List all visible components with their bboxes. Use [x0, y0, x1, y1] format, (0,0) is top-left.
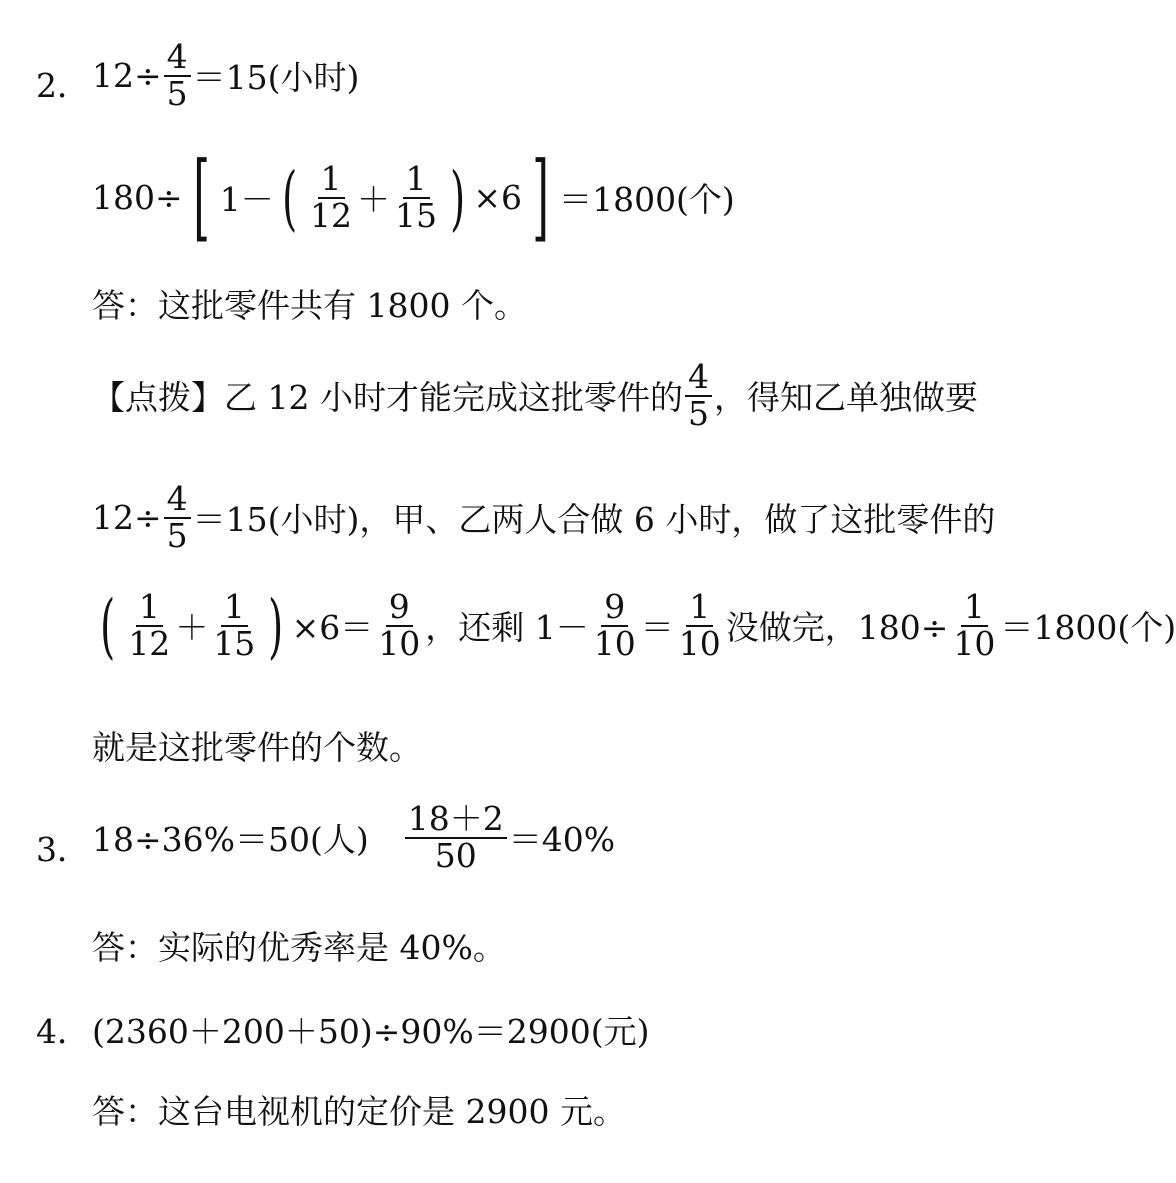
- numerator: 1: [686, 590, 713, 627]
- p3-text-a: 18÷36%＝50(人): [92, 820, 369, 860]
- fraction-1-12: [125, 587, 173, 663]
- fraction-1-12: [307, 158, 355, 235]
- p2-l1-text-b: ＝15(小时): [192, 58, 360, 98]
- plus-sign: ＋: [175, 608, 209, 648]
- p2-hint-line-4: 就是这批零件的个数。: [92, 728, 422, 767]
- p4-answer: 答：这台电视机的定价是 2900 元。: [92, 1092, 626, 1131]
- fraction-1-10: [676, 587, 724, 663]
- denominator: 5: [687, 393, 709, 433]
- left-square-bracket: [: [192, 142, 210, 252]
- p2-equation-1: [92, 37, 360, 113]
- hint2-text-b: ＝15(小时)，甲、乙两人合做 6 小时，做了这批零件的: [192, 500, 996, 540]
- p3-equation: [92, 799, 616, 875]
- p2-l2-text-d: ＝1800(个): [559, 180, 735, 219]
- fraction-4-5: [685, 357, 712, 433]
- p2-equation-2: [92, 142, 735, 252]
- hint-text-b: ，得知乙单独做要: [713, 378, 978, 418]
- denominator: 12: [310, 195, 353, 235]
- denominator: 10: [953, 623, 996, 663]
- numerator: 9: [386, 590, 413, 627]
- hint2-text-a: 12÷: [92, 498, 162, 538]
- numerator: 9: [601, 590, 628, 627]
- fraction-4-5: [164, 479, 191, 555]
- p2-hint-line-3: [92, 584, 1176, 667]
- fraction-20-50: [405, 799, 507, 875]
- p2-l1-text-a: 12÷: [92, 56, 162, 96]
- denominator: 10: [378, 623, 421, 663]
- hint3-text-d: 没做完，180÷: [725, 608, 949, 648]
- left-paren: (: [100, 584, 116, 667]
- p2-answer: 答：这批零件共有 1800 个。: [92, 286, 527, 325]
- fraction-9-10: [375, 587, 423, 663]
- hint3-text-b: ，还剩 1－: [425, 608, 589, 648]
- numerator: 1: [961, 590, 988, 627]
- p3-answer: 答：实际的优秀率是 40%。: [92, 928, 506, 967]
- numerator: 4: [164, 482, 191, 519]
- denominator: 50: [434, 835, 477, 875]
- p2-hint-line-2: [92, 479, 996, 555]
- denominator: 15: [213, 623, 256, 663]
- p3-text-b: ＝40%: [508, 820, 616, 860]
- hint3-text-c: ＝: [640, 608, 674, 648]
- denominator: 10: [678, 623, 721, 663]
- fraction-1-15: [392, 158, 440, 235]
- hint-text-a: 【点拨】乙 12 小时才能完成这批零件的: [92, 378, 683, 418]
- right-square-bracket: ]: [532, 142, 549, 252]
- numerator: 4: [164, 40, 191, 77]
- denominator: 10: [593, 623, 636, 663]
- fraction-4-5: [164, 37, 191, 113]
- p2-l2-text-c: ×6: [473, 178, 522, 217]
- problem-number-4: 4．: [36, 1012, 90, 1051]
- hint3-text-e: ＝1800(个): [1000, 608, 1176, 648]
- plus-sign: ＋: [357, 180, 391, 219]
- right-paren: ): [268, 584, 284, 667]
- p2-hint-line-1: [92, 357, 978, 433]
- left-paren: (: [281, 156, 297, 239]
- numerator: 1: [136, 590, 163, 627]
- numerator: 18＋2: [405, 802, 507, 839]
- right-paren: ): [450, 156, 466, 239]
- denominator: 12: [128, 623, 171, 663]
- numerator: 1: [318, 162, 345, 199]
- numerator: 1: [403, 162, 430, 199]
- numerator: 4: [685, 360, 712, 397]
- denominator: 15: [395, 195, 438, 235]
- hint3-text-a: ×6＝: [291, 608, 374, 648]
- numerator: 1: [221, 590, 248, 627]
- problem-number-2: 2．: [36, 66, 90, 105]
- p2-l2-text-b: 1－: [219, 180, 274, 219]
- denominator: 5: [166, 515, 188, 555]
- fraction-1-15: [210, 587, 258, 663]
- fraction-1-10: [950, 587, 998, 663]
- fraction-9-10: [591, 587, 639, 663]
- p4-equation: (2360＋200＋50)÷90%＝2900(元): [92, 1012, 650, 1051]
- problem-number-3: 3．: [36, 830, 90, 869]
- denominator: 5: [166, 73, 188, 113]
- p2-l2-text-a: 180÷: [92, 178, 183, 217]
